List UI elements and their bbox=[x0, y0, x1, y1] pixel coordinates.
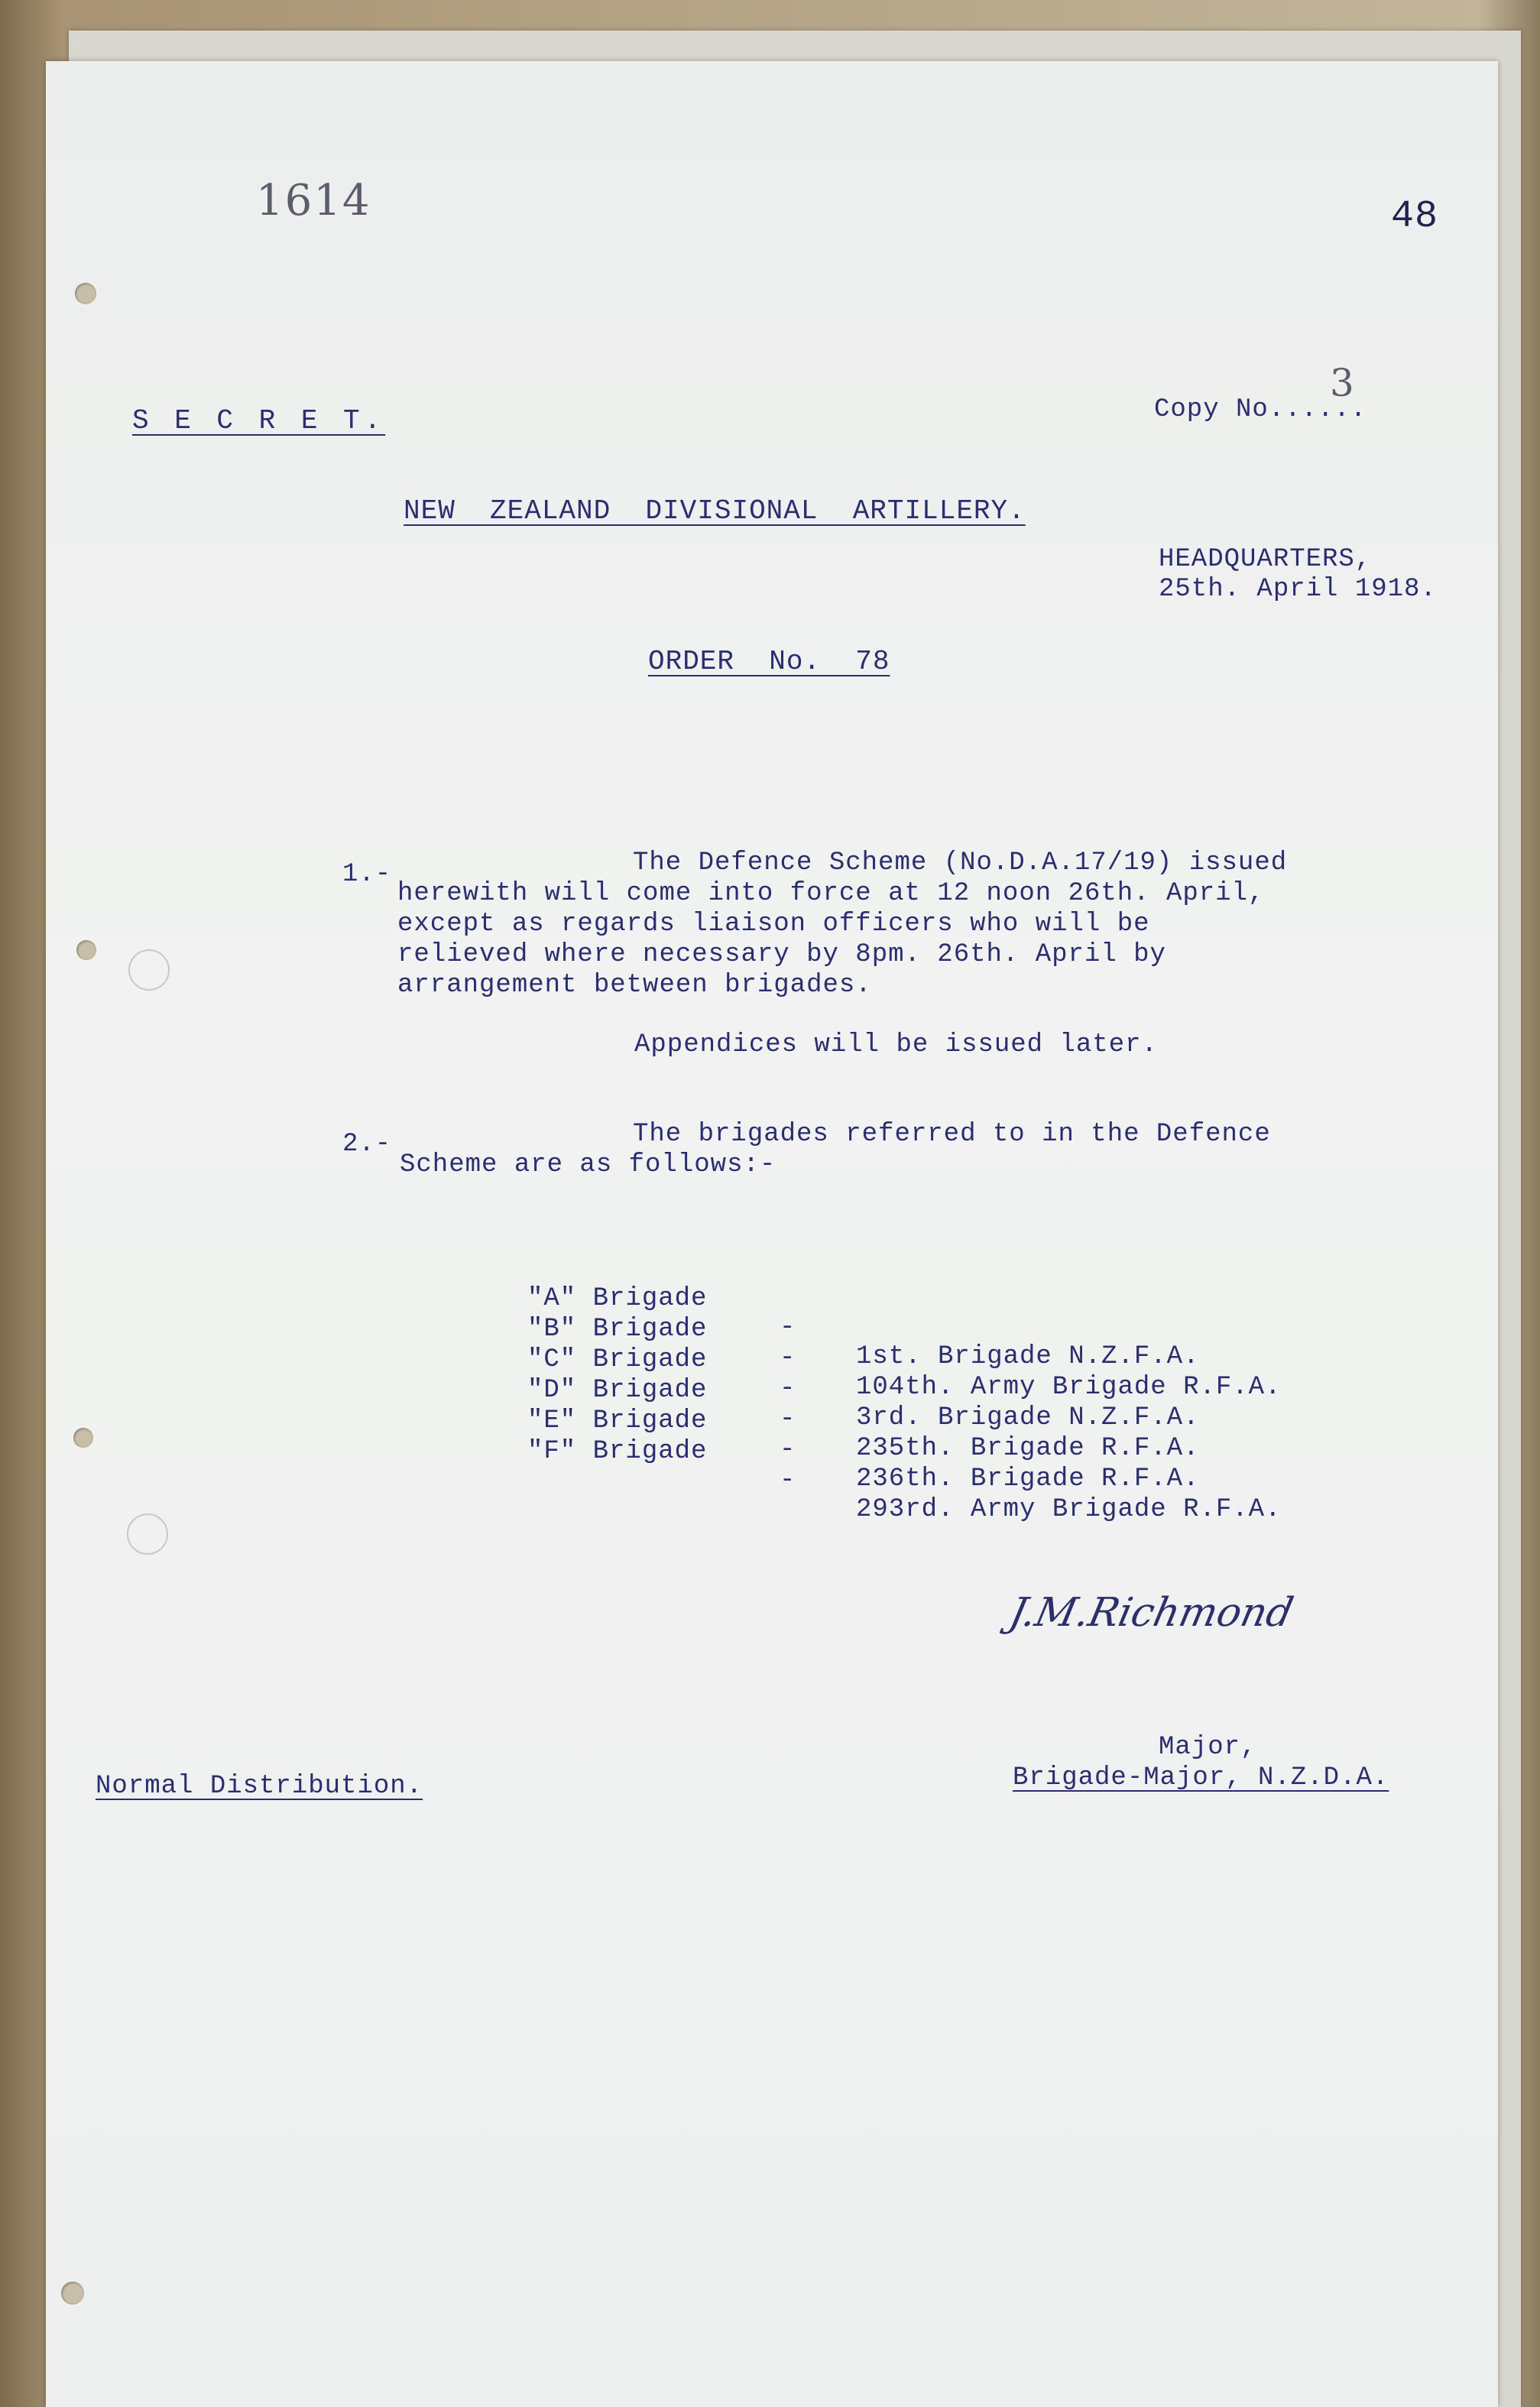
brigade-unit: 1st. Brigade N.Z.F.A. bbox=[856, 1342, 1200, 1371]
copy-number-label: Copy No...... bbox=[1154, 395, 1367, 424]
punch-hole bbox=[76, 940, 96, 960]
brigade-code: "B" Brigade bbox=[527, 1315, 708, 1344]
paragraph-1-line: arrangement between brigades. bbox=[397, 971, 872, 1000]
reinforcement-ring bbox=[127, 1513, 168, 1555]
order-title: ORDER No. 78 bbox=[648, 646, 890, 677]
brigade-unit: 236th. Brigade R.F.A. bbox=[856, 1465, 1200, 1494]
distribution-note: Normal Distribution. bbox=[96, 1772, 423, 1801]
headquarters-label: HEADQUARTERS, bbox=[1159, 545, 1372, 574]
document-page bbox=[46, 61, 1498, 2407]
brigade-code: "C" Brigade bbox=[527, 1345, 708, 1374]
copy-number-value: 3 bbox=[1330, 361, 1355, 405]
secret-classification: S E C R E T. bbox=[132, 405, 386, 436]
appendices-note: Appendices will be issued later. bbox=[634, 1030, 1158, 1059]
brigade-unit: 3rd. Brigade N.Z.F.A. bbox=[856, 1403, 1200, 1432]
paragraph-1-line: herewith will come into force at 12 noon 26th. April, bbox=[397, 879, 1265, 908]
paragraph-2-line: The brigades referred to in the Defence bbox=[633, 1120, 1271, 1149]
punch-hole bbox=[61, 2282, 84, 2305]
punch-hole bbox=[73, 1428, 93, 1448]
brigade-dash: - bbox=[780, 1344, 796, 1373]
brigade-code: "D" Brigade bbox=[527, 1376, 708, 1405]
reinforcement-ring bbox=[128, 949, 170, 991]
brigade-unit: 104th. Army Brigade R.F.A. bbox=[856, 1373, 1282, 1402]
paragraph-1-line: The Defence Scheme (No.D.A.17/19) issued bbox=[633, 848, 1288, 877]
brigade-code: "A" Brigade bbox=[527, 1284, 708, 1313]
paragraph-2-number: 2.- bbox=[342, 1130, 392, 1159]
unit-heading: NEW ZEALAND DIVISIONAL ARTILLERY. bbox=[404, 495, 1026, 527]
paragraph-1-line: except as regards liaison officers who will be bbox=[397, 910, 1150, 939]
brigade-dash: - bbox=[780, 1466, 796, 1495]
handwritten-signature: J.M.Richmond bbox=[1005, 1590, 1298, 1636]
brigade-code: "F" Brigade bbox=[527, 1437, 708, 1466]
brigade-dash: - bbox=[780, 1405, 796, 1434]
brigade-dash: - bbox=[780, 1313, 796, 1342]
brigade-dash: - bbox=[780, 1435, 796, 1465]
order-date: 25th. April 1918. bbox=[1159, 575, 1437, 604]
folio-number: 48 bbox=[1391, 195, 1439, 238]
brigade-unit: 293rd. Army Brigade R.F.A. bbox=[856, 1495, 1282, 1524]
paragraph-1-number: 1.- bbox=[342, 860, 392, 889]
brigade-code: "E" Brigade bbox=[527, 1406, 708, 1435]
brigade-dash: - bbox=[780, 1374, 796, 1403]
punch-hole bbox=[75, 283, 96, 304]
paragraph-2-line: Scheme are as follows:- bbox=[400, 1150, 776, 1179]
signatory-rank: Major, bbox=[1159, 1733, 1257, 1762]
paragraph-1-line: relieved where necessary by 8pm. 26th. April by bbox=[397, 940, 1166, 969]
brigade-unit: 235th. Brigade R.F.A. bbox=[856, 1434, 1200, 1463]
handwritten-page-number: 1614 bbox=[256, 176, 371, 225]
signatory-title: Brigade-Major, N.Z.D.A. bbox=[1013, 1763, 1389, 1792]
